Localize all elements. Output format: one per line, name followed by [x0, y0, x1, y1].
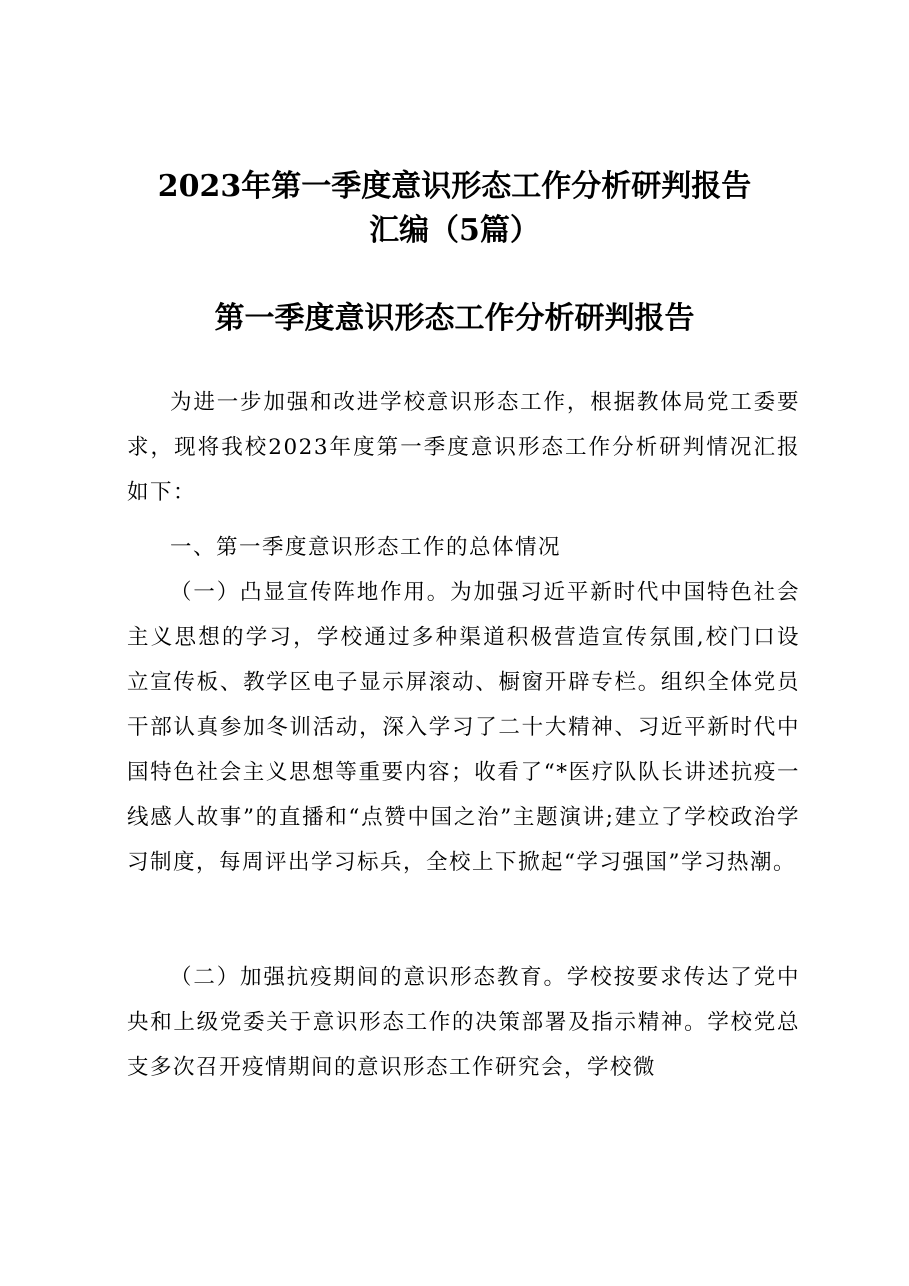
document-title-line-1: 2023年第一季度意识形态工作分析研判报告 — [157, 169, 752, 204]
section-heading-1: 一、第一季度意识形态工作的总体情况 — [170, 535, 562, 560]
document-title-line-2: 汇编（5篇） — [369, 213, 540, 248]
intro-paragraph: 为进一步加强和改进学校意识形态工作，根据教体局党工委要求，现将我校2023年度第一季度意识形态工作分析研判情况汇报如下： — [127, 390, 800, 505]
body-paragraph-1: （一）凸显宣传阵地作用。为加强习近平新时代中国特色社会主义思想的学习，学校通过多种渠道积极营造宣传氛围,校门口设立宣传板、教学区电子显示屏滚动、橱窗开辟专栏。组织全体党员干部认真参加冬训活动，深入学习了二十大精神、习近平新时代中国特色社会主义思想等重要内容；收看了“*医疗队队长讲述抗疫一线感人故事”的直播和“点赞中国之治”主题演讲;建立了学校政治学习制度，每周评出学习标兵，全校上下掀起“学习强国”学习热潮。 — [127, 580, 800, 875]
body-paragraph-2: （二）加强抗疫期间的意识形态教育。学校按要求传达了党中央和上级党委关于意识形态工作的决策部署及指示精神。学校党总支多次召开疫情期间的意识形态工作研究会，学校微 — [127, 965, 800, 1080]
report-subtitle: 第一季度意识形态工作分析研判报告 — [214, 301, 695, 336]
